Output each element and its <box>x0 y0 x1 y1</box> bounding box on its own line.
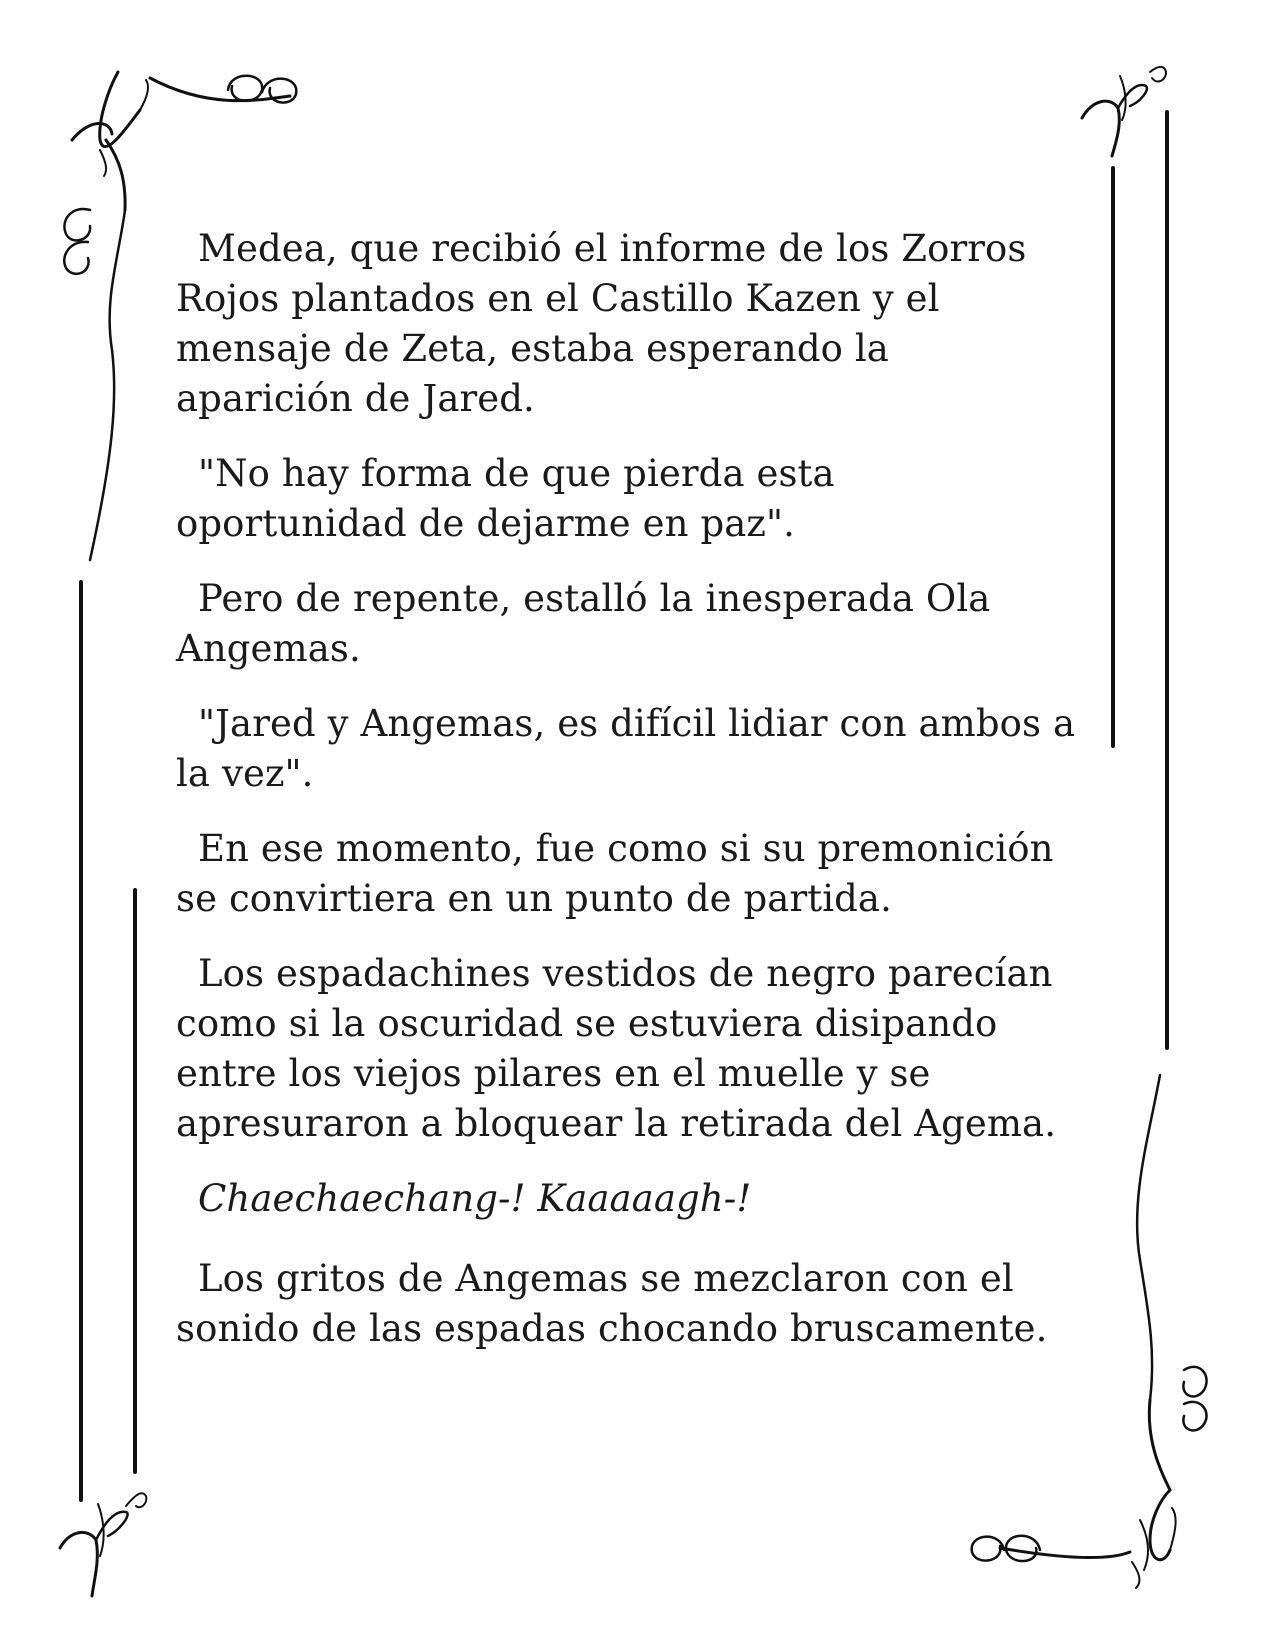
paragraph: Los espadachines vestidos de negro parecían como si la oscuridad se estuviera disipando entre los viejos pilares en el muelle y se apresuraron a bloquear la retirada del Agema. <box>176 952 1057 1145</box>
paragraph: Pero de repente, estalló la inesperada Ola Angemas. <box>176 577 991 670</box>
dialogue-paragraph: "Jared y Angemas, es difícil lidiar con ambos a la vez". <box>176 702 1076 795</box>
chapter-text <box>176 224 1076 1379</box>
paragraph: Los gritos de Angemas se mezclaron con el sonido de las espadas chocando bruscamente. <box>176 1257 1048 1350</box>
paragraph: En ese momento, fue como si su premonición se convirtiera en un punto de partida. <box>176 827 1054 920</box>
dialogue-paragraph: "No hay forma de que pierda esta oportunidad de dejarme en paz". <box>176 452 835 545</box>
paragraph: Medea, que recibió el informe de los Zorros Rojos plantados en el Castillo Kazen y el mensaje de Zeta, estaba esperando la aparición de Jared. <box>176 227 1027 420</box>
sound-effect-line: Chaechaechang-! Kaaaaagh-! <box>198 1177 752 1220</box>
flourish-bottom-left-icon <box>60 1493 146 1596</box>
flourish-top-right-icon <box>1082 67 1166 156</box>
